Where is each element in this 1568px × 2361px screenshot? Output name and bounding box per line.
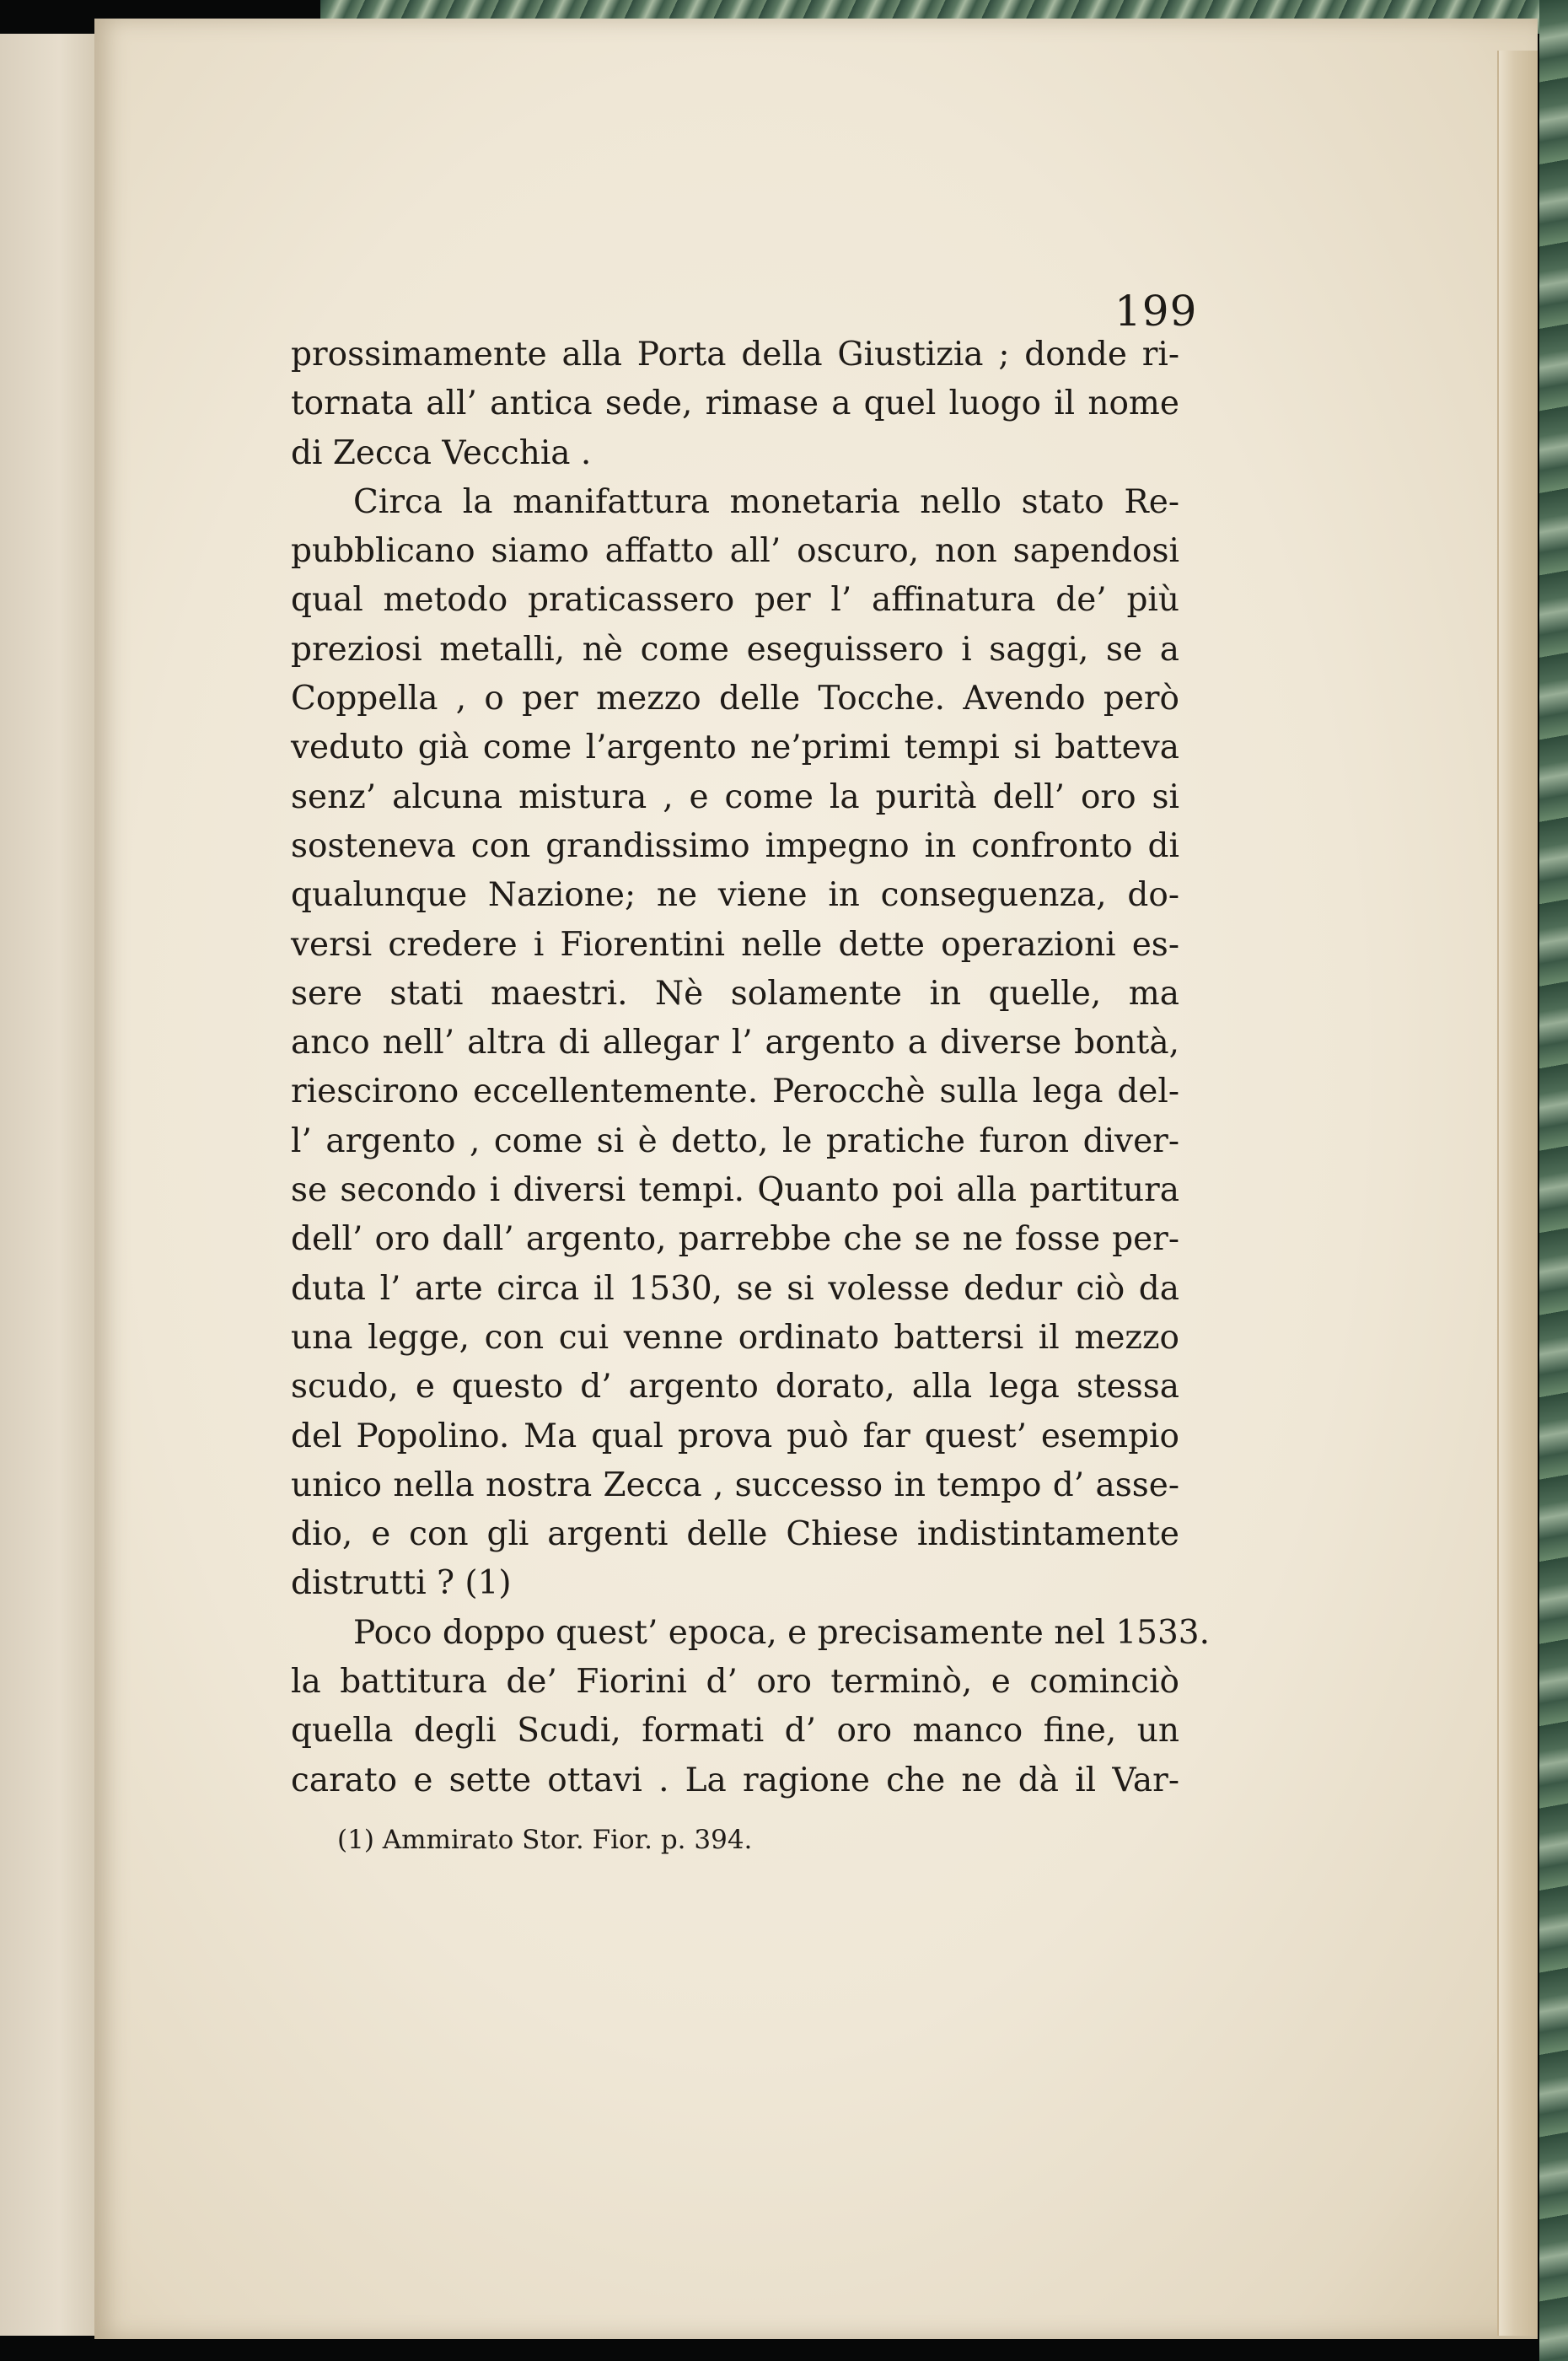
text-line: duta l’ arte circa il 1530, se si volesse dedur ciò da (291, 1269, 1179, 1308)
text-line: di Zecca Vecchia . (291, 433, 592, 472)
marbled-cover-right (1539, 0, 1568, 2361)
text-line: sosteneva con grandissimo impegno in confronto di (291, 826, 1179, 865)
previous-page-edge (0, 34, 108, 2336)
text-line: versi credere i Fiorentini nelle dette operazioni es- (291, 925, 1179, 964)
text-line: qualunque Nazione; ne viene in conseguenza, do- (291, 876, 1179, 915)
text-line: sere stati maestri. Nè solamente in quelle, ma (291, 974, 1179, 1013)
text-line: Poco doppo quest’ epoca, e precisamente nel 1533. (353, 1613, 1210, 1652)
text-line: tornata all’ antica sede, rimase a quel luogo il nome (291, 385, 1179, 423)
body-text (291, 331, 1210, 1805)
text-line: quella degli Scudi, formati d’ oro manco fine, un (291, 1712, 1179, 1751)
text-line: scudo, e questo d’ argento dorato, alla lega stessa (291, 1368, 1179, 1406)
text-line: qual metodo praticassero per l’ affinatura de’ più (291, 581, 1179, 620)
text-line: veduto già come l’argento ne’primi tempi si batteva (291, 729, 1179, 767)
text-line: prossimamente alla Porta della Giustizia ; donde ri- (291, 336, 1179, 374)
text-line: carato e sette ottavi . La ragione che ne dà il Var- (291, 1761, 1179, 1799)
text-line: Circa la manifattura monetaria nello stato Re- (353, 482, 1179, 521)
text-line: l’ argento , come si è detto, le pratiche furon diver- (291, 1121, 1179, 1160)
text-line: dio, e con gli argenti delle Chiese indistintamente (291, 1515, 1179, 1554)
text-line: se secondo i diversi tempi. Quanto poi alla partitura (291, 1171, 1179, 1210)
text-line: del Popolino. Ma qual prova può far quest’ esempio (291, 1417, 1179, 1455)
text-line: distrutti ? (1) (291, 1564, 512, 1603)
text-line: riescirono eccellentemente. Perocchè sulla lega del- (291, 1073, 1179, 1111)
page-number: 199 (1114, 287, 1198, 336)
text-line: preziosi metalli, nè come eseguissero i saggi, se a (291, 630, 1179, 669)
page-stack-edge (1497, 51, 1538, 2336)
text-line: senz’ alcuna mistura , e come la purità dell’ oro si (291, 777, 1179, 816)
text-line: Coppella , o per mezzo delle Tocche. Avendo però (291, 680, 1179, 718)
text-line: una legge, con cui venne ordinato battersi il mezzo (291, 1318, 1179, 1357)
text-line: dell’ oro dall’ argento, parrebbe che se ne fosse per- (291, 1220, 1179, 1259)
text-line: unico nella nostra Zecca , successo in tempo d’ asse- (291, 1466, 1179, 1504)
text-line: la battitura de’ Fiorini d’ oro terminò, e cominciò (291, 1663, 1179, 1702)
text-line: pubblicano siamo affatto all’ oscuro, non sapendosi (291, 532, 1179, 571)
text-line: anco nell’ altra di allegar l’ argento a diverse bontà, (291, 1024, 1179, 1062)
footnote: (1) Ammirato Stor. Fior. p. 394. (337, 1825, 753, 1855)
